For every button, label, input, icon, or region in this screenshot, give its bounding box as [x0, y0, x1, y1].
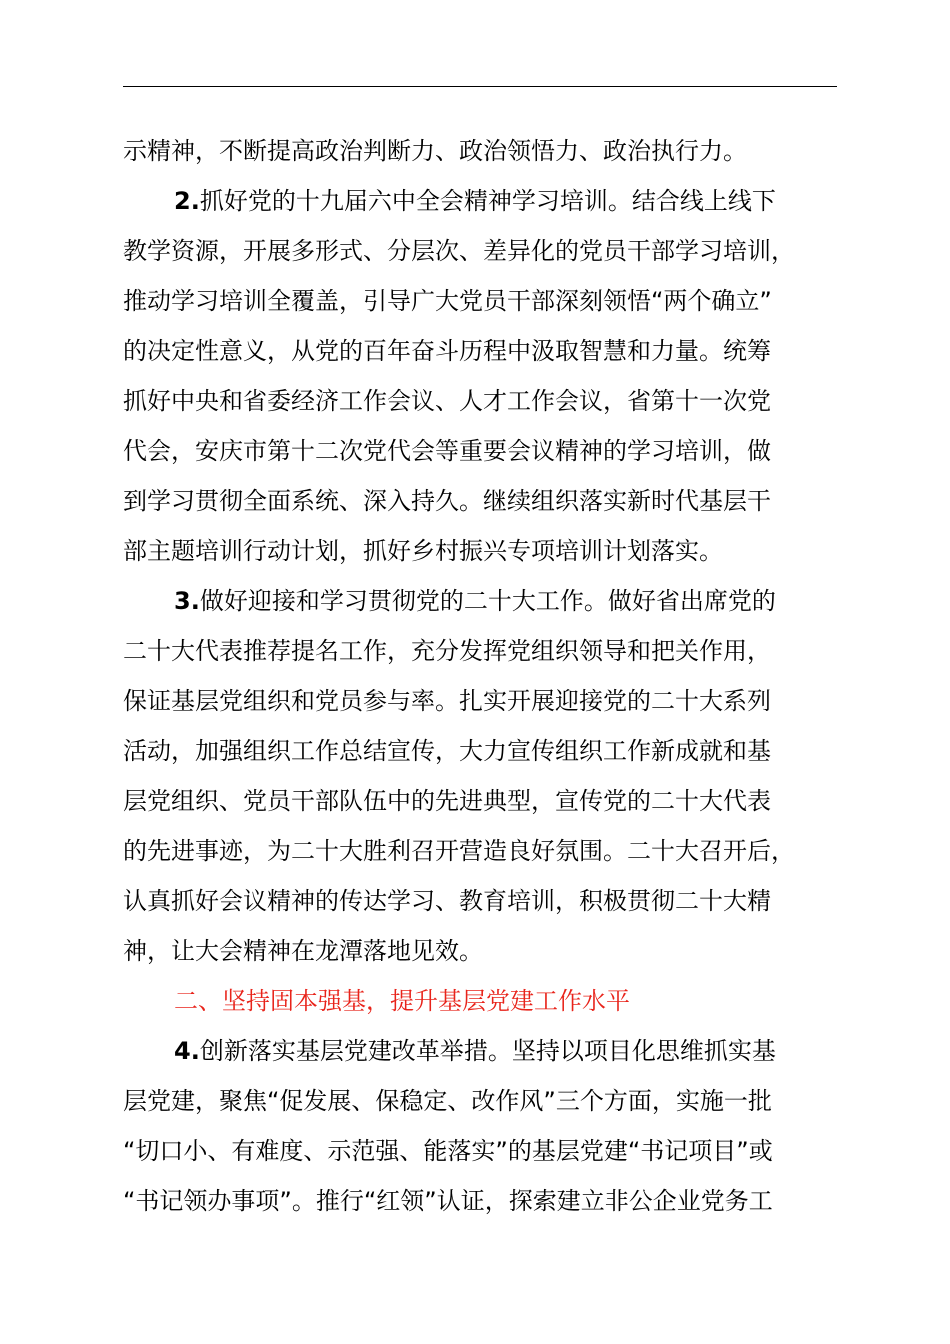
text-line: 保证基层党组织和党员参与率。扎实开展迎接党的二十大系列	[123, 687, 771, 715]
paragraph-text: 抓好党的十九届六中全会精神学习培训。结合线上线下	[199, 187, 776, 215]
text-line: 抓好中央和省委经济工作会议、人才工作会议，省第十一次党	[123, 387, 771, 415]
item-number: 4.	[174, 1037, 200, 1065]
text-line: 代会，安庆市第十二次党代会等重要会议精神的学习培训，做	[123, 437, 771, 465]
text-line: 的决定性意义，从党的百年奋斗历程中汲取智慧和力量。统筹	[123, 337, 771, 365]
text-line: 推动学习培训全覆盖，引导广大党员干部深刻领悟“两个确立”	[123, 287, 772, 315]
text-line: 层党建，聚焦“促发展、保稳定、改作风”三个方面，实施一批	[123, 1087, 772, 1115]
text-line: 认真抓好会议精神的传达学习、教育培训，积极贯彻二十大精	[123, 887, 771, 915]
text-line: 二十大代表推荐提名工作，充分发挥党组织领导和把关作用，	[123, 637, 771, 665]
paragraph-first-line	[123, 176, 837, 226]
paragraph-text: 做好迎接和学习贯彻党的二十大工作。做好省出席党的	[199, 587, 776, 615]
text-line: “切口小、有难度、示范强、能落实”的基层党建“书记项目”或	[123, 1137, 773, 1165]
text-line: 的先进事迹，为二十大胜利召开营造良好氛围。二十大召开后，	[123, 837, 795, 865]
text-line: 到学习贯彻全面系统、深入持久。继续组织落实新时代基层干	[123, 487, 771, 515]
text-line: 活动，加强组织工作总结宣传，大力宣传组织工作新成就和基	[123, 737, 771, 765]
item-number: 3.	[174, 587, 200, 615]
text-line: 部主题培训行动计划，抓好乡村振兴专项培训计划落实。	[123, 537, 723, 565]
section-heading: 二、坚持固本强基，提升基层党建工作水平	[174, 987, 630, 1015]
text-line: 教学资源，开展多形式、分层次、差异化的党员干部学习培训，	[123, 237, 795, 265]
text-line: “书记领办事项”。推行“红领”认证，探索建立非公企业党务工	[123, 1187, 773, 1215]
text-line: 示精神，不断提高政治判断力、政治领悟力、政治执行力。	[123, 137, 747, 165]
text-line: 神，让大会精神在龙潭落地见效。	[123, 937, 483, 965]
document-body	[123, 126, 837, 1226]
paragraph-first-line	[123, 1026, 837, 1076]
paragraph-first-line	[123, 576, 837, 626]
text-line: 层党组织、党员干部队伍中的先进典型，宣传党的二十大代表	[123, 787, 771, 815]
item-number: 2.	[174, 187, 200, 215]
header-rule	[123, 86, 837, 87]
paragraph-text: 创新落实基层党建改革举措。坚持以项目化思维抓实基	[199, 1037, 776, 1065]
